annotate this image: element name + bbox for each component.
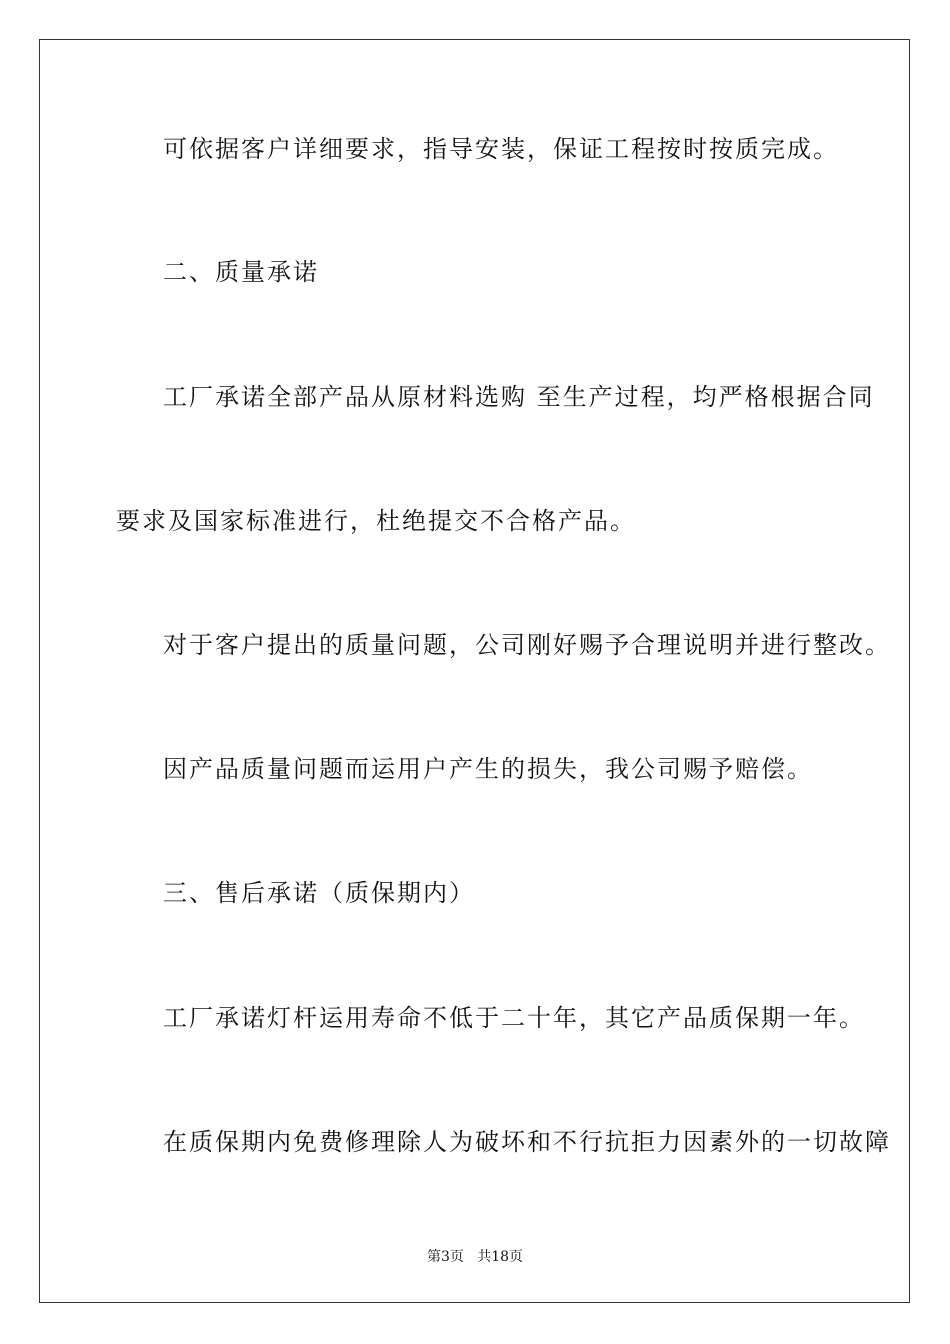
paragraph-line-4: 要求及国家标准进行，杜绝提交不合格产品。 (116, 507, 636, 535)
paragraph-line-6: 因产品质量问题而运用户产生的损失，我公司赐予赔偿。 (163, 755, 813, 783)
paragraph-line-3: 工厂承诺全部产品从原材料选购 至生产过程，均严格根据合同 (163, 383, 875, 411)
paragraph-line-1: 可依据客户详细要求，指导安装，保证工程按时按质完成。 (163, 135, 839, 163)
section-heading-after-sales: 三、售后承诺（质保期内） (163, 879, 475, 907)
section-heading-quality: 二、质量承诺 (163, 258, 319, 286)
page-number-footer: 第3页 共18页 (426, 1249, 524, 1265)
paragraph-line-5: 对于客户提出的质量问题，公司刚好赐予合理说明并进行整改。 (163, 631, 891, 659)
page-border (39, 39, 910, 1303)
paragraph-line-8: 工厂承诺灯杆运用寿命不低于二十年，其它产品质保期一年。 (163, 1004, 865, 1032)
paragraph-line-9: 在质保期内免费修理除人为破坏和不行抗拒力因素外的一切故障 (163, 1128, 891, 1156)
